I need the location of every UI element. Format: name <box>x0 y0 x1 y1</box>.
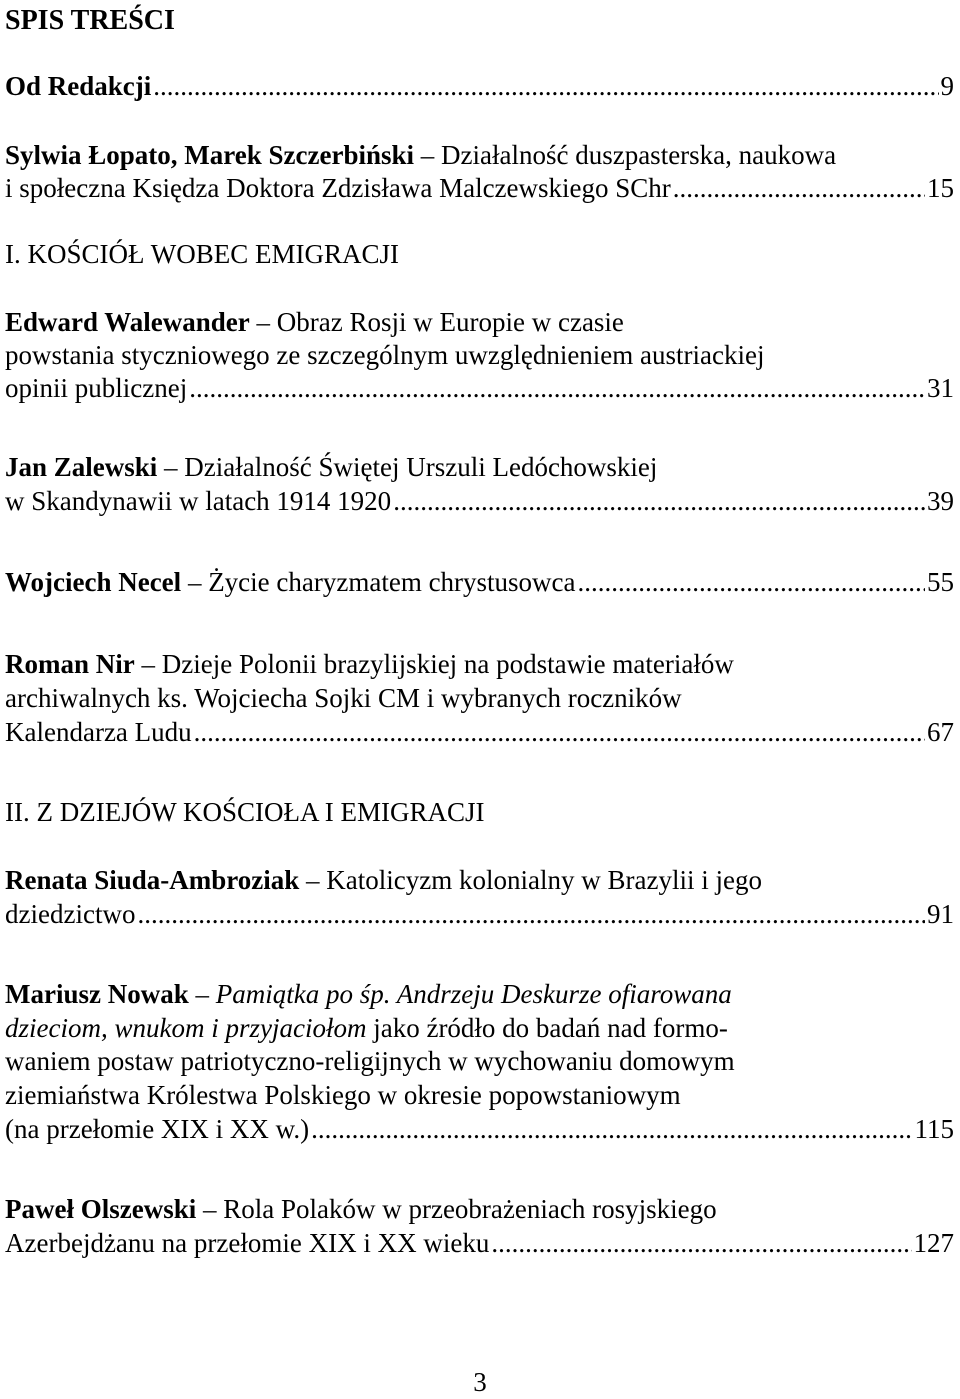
entry-title-italic: Pamiątka po śp. Andrzeju Deskurze ofiarowana <box>215 979 732 1009</box>
page-ref: 67 <box>927 717 954 747</box>
entry-title: Życie charyzmatem chrystusowca <box>208 567 576 597</box>
entry-title: Rola Polaków w przeobrażeniach rosyjskiego <box>223 1194 717 1224</box>
toc-entry-nir-cont: archiwalnych ks. Wojciecha Sojki CM i wybranych roczników <box>5 683 682 713</box>
page-title: SPIS TREŚCI <box>5 5 175 36</box>
entry-author: Renata Siuda-Ambroziak <box>5 865 300 895</box>
toc-entry-walewander-cont <box>5 372 954 405</box>
toc-entry-nowak-cont <box>5 1012 954 1045</box>
toc-entry-necel[interactable] <box>5 566 954 599</box>
entry-title-cont: (na przełomie XIX i XX w.) <box>5 1114 310 1144</box>
entry-title: Od Redakcji <box>5 71 152 101</box>
toc-entry-siuda[interactable] <box>5 864 954 897</box>
entry-author: Edward Walewander <box>5 307 250 337</box>
section-heading-1: I. KOŚCIÓŁ WOBEC EMIGRACJI <box>5 239 400 269</box>
toc-entry-olszewski-cont <box>5 1227 954 1260</box>
entry-author: Roman Nir <box>5 649 135 679</box>
toc-entry-nir[interactable] <box>5 648 954 681</box>
toc-entry-nowak-cont: ziemiaństwa Królestwa Polskiego w okresie popowstaniowym <box>5 1080 681 1110</box>
page-number: 3 <box>473 1367 487 1397</box>
entry-author: Jan Zalewski <box>5 452 158 482</box>
toc-entry-lopato-cont <box>5 172 954 205</box>
em-dash: – <box>306 865 320 895</box>
em-dash: – <box>195 979 209 1009</box>
page-ref: 55 <box>927 567 954 597</box>
dot-leader <box>311 1113 912 1146</box>
toc-entry-zalewski[interactable] <box>5 451 954 484</box>
toc-entry-olszewski[interactable] <box>5 1193 954 1226</box>
toc-entry-nowak-cont <box>5 1113 954 1146</box>
entry-title: Obraz Rosji w Europie w czasie <box>276 307 624 337</box>
dot-leader <box>578 566 925 599</box>
entry-title: Działalność duszpasterska, naukowa <box>441 140 837 170</box>
toc-entry-walewander[interactable] <box>5 306 954 339</box>
dot-leader <box>491 1227 911 1260</box>
entry-title-cont: i społeczna Księdza Doktora Zdzisława Malczewskiego SChr <box>5 173 671 203</box>
section-heading-2: II. Z DZIEJÓW KOŚCIOŁA I EMIGRACJI <box>5 797 485 827</box>
dot-leader <box>673 172 925 205</box>
toc-entry-siuda-cont <box>5 898 954 931</box>
entry-title-cont: dziedzictwo <box>5 899 136 929</box>
dot-leader <box>153 70 938 103</box>
em-dash: – <box>187 567 202 597</box>
dot-leader <box>189 372 925 405</box>
toc-entry-nir-cont <box>5 716 954 749</box>
page-ref: 31 <box>927 373 954 403</box>
toc-entry-nowak[interactable] <box>5 978 954 1011</box>
page-ref: 115 <box>914 1114 954 1144</box>
entry-title: Dzieje Polonii brazylijskiej na podstawie materiałów <box>161 649 734 679</box>
entry-title-cont: opinii publicznej <box>5 373 188 403</box>
entry-title: Działalność Świętej Urszuli Ledóchowskiej <box>184 452 658 482</box>
entry-author: Wojciech Necel <box>5 567 182 597</box>
entry-author: Mariusz Nowak <box>5 979 189 1009</box>
page-ref: 91 <box>927 899 954 929</box>
dot-leader <box>194 716 925 749</box>
entry-author: Sylwia Łopato, Marek Szczerbiński <box>5 140 415 170</box>
entry-author: Paweł Olszewski <box>5 1194 197 1224</box>
em-dash: – <box>164 452 178 482</box>
toc-entry-walewander-cont: powstania styczniowego ze szczególnym uwzględnieniem austriackiej <box>5 340 765 370</box>
entry-title-italic: dzieciom, wnukom i przyjaciołom <box>5 1013 367 1043</box>
em-dash: – <box>202 1194 217 1224</box>
entry-title-cont: w Skandynawii w latach 1914 1920 <box>5 486 392 516</box>
em-dash: – <box>256 307 271 337</box>
page-ref: 15 <box>927 173 954 203</box>
entry-title-cont: jako źródło do badań nad formo- <box>373 1013 728 1043</box>
em-dash: – <box>420 140 435 170</box>
page-ref: 9 <box>940 71 954 101</box>
toc-entry-zalewski-cont <box>5 485 954 518</box>
entry-title-cont: Kalendarza Ludu <box>5 717 192 747</box>
page-ref: 39 <box>927 486 954 516</box>
dot-leader <box>137 898 925 931</box>
dot-leader <box>393 485 925 518</box>
entry-title-cont: Azerbejdżanu na przełomie XIX i XX wieku <box>5 1228 490 1258</box>
toc-entry-lopato[interactable] <box>5 139 954 172</box>
toc-entry-nowak-cont: waniem postaw patriotyczno-religijnych w wychowaniu domowym <box>5 1046 735 1076</box>
entry-title: Katolicyzm kolonialny w Brazylii i jego <box>326 865 762 895</box>
em-dash: – <box>141 649 155 679</box>
page-ref: 127 <box>913 1228 954 1258</box>
toc-entry-redakcja[interactable] <box>5 70 954 103</box>
